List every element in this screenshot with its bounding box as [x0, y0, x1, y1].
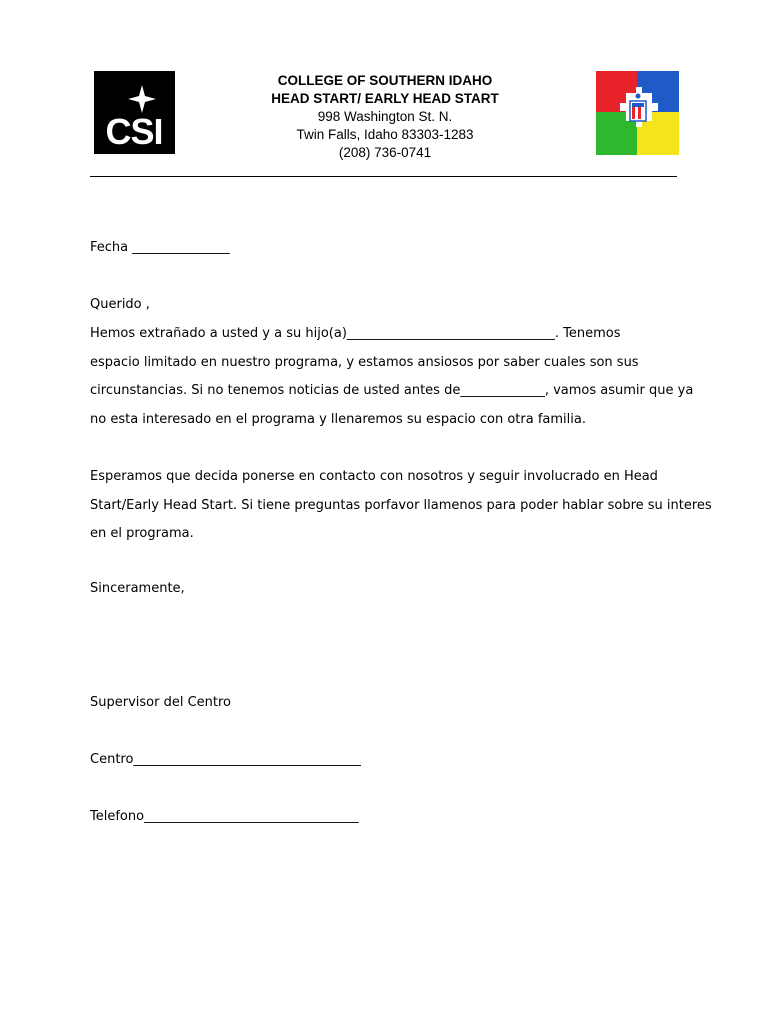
header-divider — [90, 176, 677, 177]
centro-field: Centro___________________________________ — [90, 752, 361, 767]
closing: Sinceramente, — [90, 581, 185, 596]
paragraph-2-line: Start/Early Head Start. Si tiene preguntas porfavor llamenos para poder hablar sobre su interes — [90, 497, 712, 513]
paragraph-1-line: circunstancias. Si no tenemos noticias de usted antes de_____________, vamos asumir que ya — [90, 383, 694, 398]
letterhead-phone: (208) 736-0741 — [338, 145, 432, 160]
csi-logo-text: CSI — [105, 111, 163, 152]
paragraph-2 — [90, 463, 712, 549]
greeting: Querido , — [90, 297, 150, 312]
paragraph-2-line: en el programa. — [90, 526, 194, 541]
paragraph-1-line: no esta interesado en el programa y llenaremos su espacio con otra familia. — [90, 411, 586, 427]
paragraph-2-line: Esperamos que decida ponerse en contacto con nosotros y seguir involucrado en Head — [90, 469, 658, 484]
letterhead-college: COLLEGE OF SOUTHERN IDAHO — [277, 73, 493, 88]
date-line: Fecha _______________ — [90, 240, 230, 255]
csi-logo — [94, 71, 175, 154]
letterhead — [180, 72, 590, 162]
letterhead-address: 998 Washington St. N. — [317, 109, 453, 124]
paragraph-1-line: espacio limitado en nuestro programa, y estamos ansiosos por saber cuales son sus — [90, 354, 639, 370]
head-start-puzzle-logo — [596, 71, 679, 155]
letterhead-program: HEAD START/ EARLY HEAD START — [271, 91, 499, 106]
telefono-field: Telefono_________________________________ — [90, 809, 359, 824]
paragraph-1 — [90, 320, 694, 434]
letterhead-city: Twin Falls, Idaho 83303-1283 — [296, 127, 474, 142]
signature-title: Supervisor del Centro — [90, 695, 232, 710]
paragraph-1-line: Hemos extrañado a usted y a su hijo(a)________________________________. Tenemos — [90, 326, 621, 341]
